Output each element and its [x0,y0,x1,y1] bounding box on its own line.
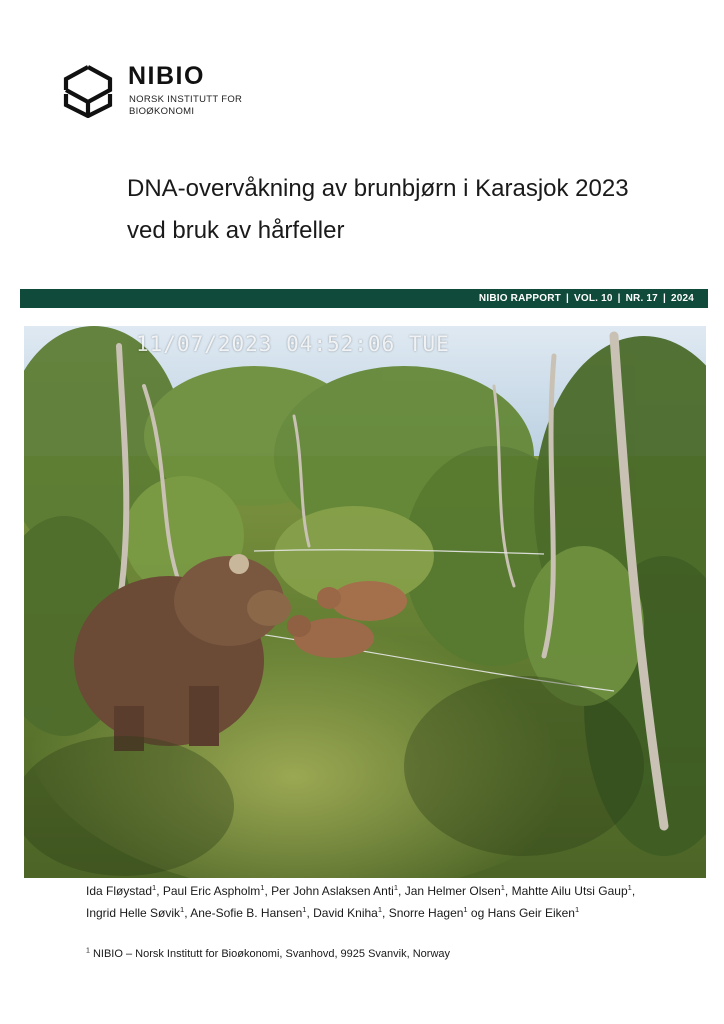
author-name: Ane-Sofie B. Hansen [190,906,303,920]
author-name: Per John Aslaksen Anti [271,884,394,898]
author-affiliation-sup: 1 [152,883,157,892]
author-name: Ida Fløystad [86,884,153,898]
banner-year: 2024 [670,293,694,304]
author-list [86,880,646,924]
author-affiliation-sup: 1 [260,883,265,892]
title-line-2: ved bruk av hårfeller [127,217,345,244]
author-affiliation-sup: 1 [393,883,399,892]
nibio-logo-icon [62,64,114,118]
logo-subtitle [129,94,242,118]
author-separator: , [382,906,389,920]
author-separator: , [156,884,163,898]
affiliation-sup: 1 [86,947,90,955]
author-name: Snorre Hagen [388,906,464,920]
logo-subtitle-line1: NORSK INSTITUTT FOR [129,94,243,105]
author-separator: og [467,906,488,920]
author-name: Paul Eric Aspholm [162,884,261,898]
title-line-1: DNA-overvåkning av brunbjørn i Karasjok 2023 [127,175,629,202]
logo-name: NIBIO [128,62,205,90]
author-separator: , [264,884,272,898]
affiliation-text: NIBIO – Norsk Institutt for Bioøkonomi, Svanhovd, 9925 Svanvik, Norway [89,948,451,960]
author-affiliation-sup: 1 [627,883,632,892]
author-name: Ingrid Helle Søvik [86,906,181,920]
banner-separator: | [565,293,569,304]
author-separator: , [631,884,636,898]
author-affiliation-sup: 1 [377,905,383,914]
camera-timestamp: 11/07/2023 04:52:06 TUE [136,332,450,356]
author-name: Mahtte Ailu Utsi Gaup [511,884,628,898]
affiliation [86,945,450,963]
nibio-logo [62,62,262,122]
author-affiliation-sup: 1 [302,905,307,914]
author-affiliation-sup: 1 [180,905,185,914]
author-separator: , [504,884,512,898]
report-title [127,168,707,252]
banner-separator: | [662,293,666,304]
author-name: Hans Geir Eiken [487,906,575,920]
cover-photo [24,326,706,878]
author-affiliation-sup: 1 [463,905,468,914]
author-separator: , [184,906,191,920]
author-separator: , [398,884,405,898]
banner-separator: | [617,293,621,304]
author-separator: , [306,906,314,920]
author-affiliation-sup: 1 [500,883,505,892]
author-affiliation-sup: 1 [574,905,580,914]
banner-number: NR. 17 [625,293,658,304]
camera-trap-image [24,326,706,878]
author-name: David Kniha [313,906,378,920]
banner-series: NIBIO RAPPORT [478,293,561,304]
report-banner [20,289,708,308]
logo-subtitle-line2: BIOØKONOMI [129,106,195,117]
author-name: Jan Helmer Olsen [404,884,501,898]
banner-volume: VOL. 10 [573,293,613,304]
